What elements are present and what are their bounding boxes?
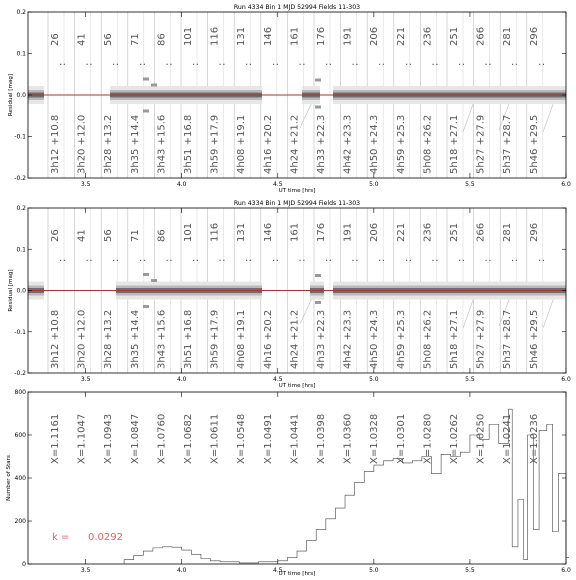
field-dots: : [535,62,547,66]
field-dots: : [429,258,441,262]
x-tick-label: 4.5 [273,567,283,574]
x-tick-label: 5.0 [369,376,379,383]
x-axis-title: UT time [hrs] [278,571,316,576]
field-dots: : [482,258,494,262]
field-dots: : [216,258,228,262]
field-dots: : [376,258,388,262]
field-label: 221 [395,222,407,242]
field-dots: : [110,62,122,66]
field-dots: : [376,62,388,66]
field-label: 296 [528,26,540,46]
residual-outlier [151,84,157,87]
residual-outlier [143,305,149,308]
x-tick-label: 5.0 [369,181,379,188]
field-dots: : [296,62,308,66]
field-label: 41 [76,33,88,46]
y-tick-label: 0.1 [16,50,26,58]
field-label: 71 [129,229,141,242]
field-label: 281 [502,26,514,46]
airmass-label: X=1.0760 [156,413,168,464]
time-label: 5h37 +28.7 [502,114,514,174]
time-label: 3h20 +12.0 [76,309,88,369]
x-tick-label: 5.5 [465,376,475,383]
k-value: 0.0292 [88,532,123,543]
field-dots: : [216,62,228,66]
y-tick-label: -0.2 [14,370,26,377]
field-separator-slant [300,296,313,324]
time-label: 5h27 +27.9 [475,309,487,369]
field-label: 236 [422,222,434,242]
airmass-label: X=1.0328 [369,413,381,464]
field-label: 101 [183,26,194,46]
field-label: 131 [236,26,248,46]
field-label: 191 [342,222,354,242]
time-label: 4h33 +22.3 [316,114,327,174]
field-dots: : [243,258,255,262]
x-tick-label: 3.5 [80,181,91,188]
field-label: 251 [449,222,460,242]
residual-outlier [315,106,321,109]
airmass-label: X=1.0611 [209,413,221,464]
time-label: 3h59 +17.9 [209,114,221,174]
time-label: 5h37 +28.7 [502,309,514,369]
field-dots: : [456,258,467,262]
field-dots: : [456,62,467,66]
field-label: 176 [316,26,327,46]
airmass-label: X=1.0241 [502,413,514,464]
field-label: 161 [289,222,301,242]
field-label: 206 [369,222,381,242]
field-dots: : [57,258,68,262]
field-label: 191 [342,26,354,46]
field-dots: : [482,62,494,66]
field-label: 101 [183,222,194,242]
x-tick-label: 6.0 [561,376,571,383]
time-label: 3h12 +10.8 [50,114,61,174]
y-axis-title: Residual [mag] [8,269,14,312]
y-tick-label: -0.1 [14,328,26,336]
field-label: 221 [395,26,407,46]
time-label: 5h18 +27.1 [449,309,460,369]
y-tick-label: 0.0 [16,287,26,295]
y-tick-label: 600 [14,432,26,439]
time-label: 5h46 +29.5 [528,114,540,174]
field-dots: : [57,62,68,66]
y-tick-label: 0.0 [16,92,26,99]
time-label: 4h59 +25.3 [395,114,407,174]
x-tick-label: 4.0 [176,181,187,188]
field-label: 161 [289,26,301,46]
field-dots: : [269,258,281,262]
field-label: 26 [50,229,61,242]
time-label: 3h51 +16.8 [183,114,194,174]
y-tick-label: -0.2 [14,175,26,182]
panel-title: Run 4334 Bin 1 MJD 52994 Fields 11-303 [233,200,361,207]
field-dots: : [429,62,441,66]
airmass-label: X=1.0491 [262,413,274,464]
field-label: 146 [262,26,274,46]
time-label: 3h43 +15.6 [156,114,168,174]
residual-panel-2 [8,200,571,389]
x-tick-label: 6.0 [561,181,571,188]
x-tick-label: 4.5 [273,181,283,188]
x-axis-title: UT time [hrs] [278,383,316,389]
field-dots: : [190,62,201,66]
x-tick-label: 5.0 [369,567,379,574]
field-label: 116 [209,222,221,242]
x-tick-label: 4.5 [273,376,283,383]
field-dots: : [83,62,95,66]
field-label: 206 [369,26,381,46]
field-label: 236 [422,26,434,46]
field-label: 146 [262,222,274,242]
field-dots: : [83,258,95,262]
time-label: 3h28 +13.2 [103,309,115,369]
x-tick-label: 6.0 [561,567,571,574]
time-label: 4h42 +23.3 [342,309,354,369]
y-tick-label: 0 [22,561,26,568]
field-label: 71 [129,33,141,46]
airmass-label: X=1.1047 [76,413,88,464]
airmass-label: X=1.0548 [236,413,248,464]
time-label: 3h28 +13.2 [103,114,115,174]
airmass-label: X=1.0262 [449,413,460,464]
field-label: 266 [475,222,487,242]
star-count-panel [6,389,571,576]
time-label: 4h24 +21.2 [289,309,301,369]
field-label: 116 [209,26,221,46]
time-label: 4h16 +20.2 [262,309,274,369]
time-label: 4h16 +20.2 [262,114,274,174]
y-tick-label: -0.1 [14,133,26,141]
airmass-label: X=1.0301 [395,413,407,464]
field-label: 176 [316,222,327,242]
field-dots: : [323,62,334,66]
field-label: 86 [156,33,168,46]
field-dots: : [509,62,521,66]
airmass-label: X=1.0236 [528,413,540,464]
residual-outlier [143,110,149,113]
airmass-label: X=1.0943 [103,413,115,464]
airmass-label: X=1.1161 [50,413,61,464]
field-label: 41 [76,229,88,242]
time-label: 5h46 +29.5 [528,309,540,369]
time-label: 4h08 +19.1 [236,114,248,174]
field-dots: : [509,258,521,262]
residual-outlier [315,301,321,304]
field-label: 131 [236,222,248,242]
x-tick-label: 5.5 [465,567,475,574]
residual-outlier [315,274,321,277]
time-label: 3h59 +17.9 [209,309,221,369]
field-label: 86 [156,229,168,242]
field-dots: : [349,258,361,262]
time-label: 5h08 +26.2 [422,309,434,369]
field-dots: : [243,62,255,66]
time-label: 4h42 +23.3 [342,114,354,174]
x-tick-label: 4.0 [176,376,187,383]
airmass-label: X=1.0360 [342,413,354,464]
y-axis-title: Residual [mag] [8,73,14,117]
x-tick-label: 3.5 [80,567,91,574]
y-tick-label: 200 [14,518,26,525]
time-label: 3h35 +14.4 [129,114,141,174]
residual-outlier [143,78,149,81]
field-dots: : [402,258,414,262]
time-label: 4h59 +25.3 [395,309,407,369]
time-label: 5h27 +27.9 [475,114,487,174]
time-label: 3h12 +10.8 [50,309,61,369]
y-axis-title: Number of Stars [6,455,12,501]
time-label: 3h43 +15.6 [156,309,168,369]
field-dots: : [110,258,122,262]
y-tick-label: 0.2 [16,9,26,16]
airmass-label: X=1.0847 [129,413,141,464]
field-label: 56 [103,33,115,46]
field-label: 56 [103,229,115,242]
x-tick-label: 3.5 [80,376,91,383]
field-label: 251 [449,26,460,46]
time-label: 3h51 +16.8 [183,309,194,369]
panel-title: Run 4334 Bin 1 MJD 52994 Fields 11-303 [233,4,361,11]
residual-panel-1 [8,4,571,194]
field-label: 266 [475,26,487,46]
time-label: 5h18 +27.1 [449,114,460,174]
residual-outlier [143,273,149,276]
y-tick-label: 800 [14,389,26,396]
k-label: k = [52,532,70,543]
time-label: 4h08 +19.1 [236,309,248,369]
field-dots: : [163,62,175,66]
airmass-label: X=1.0398 [316,413,327,464]
y-tick-label: 400 [14,475,26,482]
field-dots: : [535,258,547,262]
time-label: 4h50 +24.3 [369,114,381,174]
airmass-label: X=1.0441 [289,413,301,464]
time-label: 3h20 +12.0 [76,114,88,174]
x-axis-title: UT time [hrs] [278,188,316,194]
field-dots: : [136,62,148,66]
field-dots: : [163,258,175,262]
airmass-label: X=1.0682 [183,413,194,464]
x-tick-label: 4.0 [176,567,187,574]
field-dots: : [269,62,281,66]
field-label: 296 [528,222,540,242]
field-label: 26 [50,33,61,46]
residual-outlier [151,279,157,282]
airmass-label: X=1.0250 [475,413,487,464]
field-dots: : [190,258,201,262]
field-dots: : [323,258,334,262]
airmass-label: X=1.0280 [422,413,434,464]
residual-outlier [315,79,321,82]
time-label: 4h33 +22.3 [316,309,327,369]
x-tick-label: 5.5 [465,181,475,188]
y-tick-label: 0.1 [16,246,26,254]
field-dots: : [349,62,361,66]
field-dots: : [402,62,414,66]
field-separator-slant [300,100,313,128]
field-dots: : [296,258,308,262]
y-tick-label: 0.2 [16,205,26,212]
time-label: 5h08 +26.2 [422,114,434,174]
field-dots: : [136,258,148,262]
time-label: 4h50 +24.3 [369,309,381,369]
time-label: 4h24 +21.2 [289,114,301,174]
field-label: 281 [502,222,514,242]
time-label: 3h35 +14.4 [129,309,141,369]
